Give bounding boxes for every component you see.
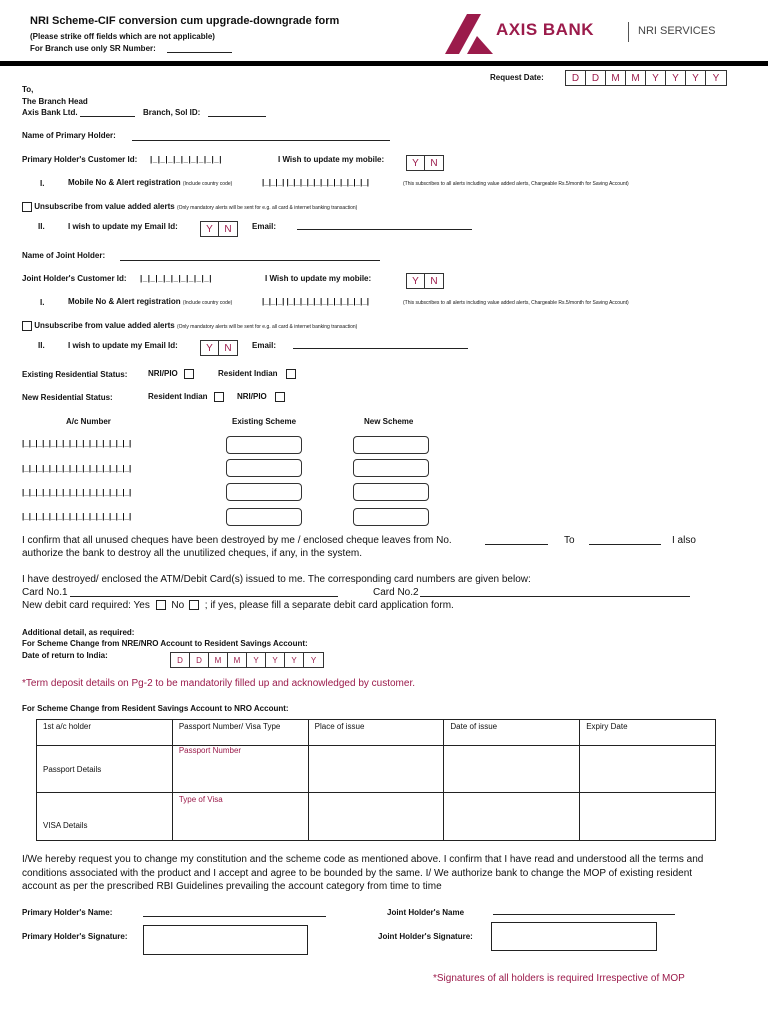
return-date-boxes[interactable]	[170, 652, 324, 668]
primary-email-yn[interactable]	[200, 221, 238, 237]
joint-update-mobile-label: I Wish to update my mobile:	[265, 274, 372, 283]
new-scheme-input[interactable]	[353, 459, 429, 477]
no-option[interactable]: N	[224, 224, 232, 235]
new-card-row	[22, 600, 454, 611]
passport-expiry-cell[interactable]	[580, 746, 716, 793]
declaration-text: I/We hereby request you to change my constitution and the scheme code as mentioned above. I confirm that I have read and understood all the terms and conditions associated with the product and I accept and agree to be bounded by the same. I/ We authorize bank to change the MOP of existing resident account as per the prescribed RBI Guidelines prevailing the account category from time to time	[22, 854, 704, 892]
date-box: Y	[686, 71, 706, 85]
address-bank: Axis Bank Ltd.	[22, 108, 78, 117]
table-row	[37, 746, 716, 793]
address-to: To,	[22, 85, 34, 94]
resident-label: Resident Indian	[148, 392, 208, 402]
passport-heading: For Scheme Change from Resident Savings Account to NRO Account:	[22, 704, 289, 713]
date-box: D	[566, 71, 586, 85]
bank-line	[80, 116, 135, 117]
card1-label: Card No.1	[22, 587, 68, 598]
date-box: Y	[247, 653, 266, 667]
form-title: NRI Scheme-CIF conversion cum upgrade-downgrade form	[30, 15, 340, 27]
unsub-label: Unsubscribe from value added alerts	[34, 202, 175, 212]
new-nri-checkbox[interactable]	[275, 392, 285, 402]
sol-id-line	[208, 116, 266, 117]
unsub-note: (Only mandatory alerts will be sent for e.g. all card & internet banking transaction)	[176, 205, 358, 212]
cards-text: I have destroyed/ enclosed the ATM/Debit Card(s) issued to me. The corresponding card numbers are given below:	[22, 574, 531, 585]
new-resident-checkbox[interactable]	[214, 392, 224, 402]
joint-mobile-charge-note: (This subscribes to all alerts including value added alerts, Chargeable Rs.5/month for Saving Account)	[403, 300, 629, 306]
joint-holder-name-label: Joint Holder's Name	[387, 908, 465, 917]
visa-date-cell[interactable]	[444, 793, 580, 841]
card2-label: Card No.2	[373, 587, 419, 598]
new-card-no-label: No	[171, 600, 185, 611]
sr-number-line	[167, 52, 232, 53]
visa-type-cell[interactable]: Type of Visa	[172, 793, 308, 841]
joint-email-yn[interactable]	[200, 340, 238, 356]
date-box: M	[209, 653, 228, 667]
cheque-also-label: I also	[672, 535, 696, 546]
passport-details-label: Passport Details	[37, 746, 173, 793]
col-existing-scheme: Existing Scheme	[232, 417, 297, 426]
address-head: The Branch Head	[22, 97, 88, 106]
header-cell: 1st a/c holder	[37, 720, 173, 746]
joint-name-field[interactable]	[120, 260, 380, 261]
primary-cust-id-label: Primary Holder's Customer Id:	[22, 155, 138, 164]
joint-unsub-row[interactable]	[22, 321, 357, 331]
existing-scheme-input[interactable]	[226, 508, 302, 526]
visa-place-cell[interactable]	[308, 793, 444, 841]
primary-email-field[interactable]	[297, 229, 472, 230]
joint-unsub-checkbox[interactable]	[22, 321, 32, 331]
cheques-text-2: authorize the bank to destroy all the unutilized cheques, if any, in the system.	[22, 548, 363, 559]
request-date-label: Request Date:	[490, 73, 544, 82]
joint-holder-name-field[interactable]	[493, 914, 675, 915]
visa-expiry-cell[interactable]	[580, 793, 716, 841]
no-option[interactable]: N	[224, 343, 232, 354]
mobile-country-note: (Include country code)	[182, 181, 233, 187]
primary-cust-id-field[interactable]: |_|_|_|_|_|_|_|_|_|	[150, 155, 222, 164]
ac-number-field[interactable]: |_|_|_|_|_|_|_|_|_|_|_|_|_|_|_|_|	[22, 464, 132, 473]
header-cell: Place of issue	[308, 720, 444, 746]
joint-email-update-label: I wish to update my Email Id:	[68, 341, 178, 350]
mobile-label-text: Mobile No & Alert registration	[68, 178, 181, 187]
new-status-nri[interactable]	[237, 392, 285, 402]
date-box: M	[228, 653, 247, 667]
existing-status-resident[interactable]	[218, 369, 296, 379]
joint-cust-id-label: Joint Holder's Customer Id:	[22, 274, 127, 283]
primary-email-label: Email:	[252, 222, 277, 231]
nri-services-label: NRI SERVICES	[638, 25, 716, 37]
card2-field[interactable]	[420, 596, 690, 597]
header-cell: Expiry Date	[580, 720, 716, 746]
primary-holder-name-field[interactable]	[143, 916, 326, 917]
existing-status-nri[interactable]	[148, 369, 194, 379]
mobile-label-text: Mobile No & Alert registration	[68, 297, 181, 306]
table-row	[37, 720, 716, 746]
axis-logo	[445, 14, 493, 56]
joint-email-num: II.	[38, 341, 45, 350]
new-card-no-checkbox[interactable]	[189, 600, 199, 610]
primary-unsub-row[interactable]	[22, 202, 357, 212]
existing-resident-checkbox[interactable]	[286, 369, 296, 379]
nre-to-resident-label: For Scheme Change from NRE/NRO Account to Resident Savings Account:	[22, 639, 308, 648]
date-box: Y	[310, 656, 317, 665]
joint-signature-box[interactable]	[491, 922, 657, 951]
passport-place-cell[interactable]	[308, 746, 444, 793]
joint-name-label: Name of Joint Holder:	[22, 251, 106, 260]
primary-update-mobile-label: I Wish to update my mobile:	[278, 155, 385, 164]
passport-number-cell[interactable]: Passport Number	[172, 746, 308, 793]
ac-number-field[interactable]: |_|_|_|_|_|_|_|_|_|_|_|_|_|_|_|_|	[22, 488, 132, 497]
joint-signature-label: Joint Holder's Signature:	[378, 932, 473, 941]
table-row	[37, 793, 716, 841]
date-box: Y	[646, 71, 666, 85]
existing-nri-checkbox[interactable]	[184, 369, 194, 379]
date-box: D	[171, 653, 190, 667]
new-status-resident[interactable]	[148, 392, 224, 402]
joint-mobile-label	[68, 297, 232, 306]
date-box: D	[586, 71, 606, 85]
primary-mobile-label	[68, 178, 232, 187]
cheque-to-label: To	[564, 535, 575, 546]
col-new-scheme: New Scheme	[364, 417, 414, 426]
return-date-label: Date of return to India:	[22, 651, 108, 660]
col-ac-number: A/c Number	[66, 417, 111, 426]
primary-mobile-yn[interactable]	[406, 155, 444, 171]
new-status-label: New Residential Status:	[22, 393, 113, 402]
ac-number-field[interactable]: |_|_|_|_|_|_|_|_|_|_|_|_|_|_|_|_|	[22, 512, 132, 521]
primary-name-label: Name of Primary Holder:	[22, 131, 116, 140]
card1-field[interactable]	[70, 596, 338, 597]
joint-cust-id-field[interactable]: |_|_|_|_|_|_|_|_|_|	[140, 274, 212, 283]
yes-option[interactable]: Y	[407, 156, 425, 170]
form-subtitle: (Please strike off fields which are not applicable)	[30, 32, 215, 41]
date-box: M	[606, 71, 626, 85]
existing-scheme-input[interactable]	[226, 459, 302, 477]
primary-signature-label: Primary Holder's Signature:	[22, 932, 128, 941]
primary-email-update-label: I wish to update my Email Id:	[68, 222, 178, 231]
date-box: Y	[712, 73, 720, 84]
joint-mobile-field[interactable]: |_|_|_| |_|_|_|_|_|_|_|_|_|_|_|_|	[262, 297, 370, 306]
primary-email-num: II.	[38, 222, 45, 231]
primary-mobile-num: I.	[40, 179, 45, 188]
axis-logo-icon	[445, 14, 493, 54]
yes-option[interactable]: Y	[407, 274, 425, 288]
unsub-note: (Only mandatory alerts will be sent for e.g. all card & internet banking transaction)	[176, 324, 358, 331]
new-scheme-input[interactable]	[353, 436, 429, 454]
new-card-yes-label: New debit card required: Yes	[22, 600, 150, 611]
joint-mobile-num: I.	[40, 298, 45, 307]
nri-label: NRI/PIO	[148, 369, 178, 379]
primary-holder-name-label: Primary Holder's Name:	[22, 908, 113, 917]
existing-status-label: Existing Residential Status:	[22, 370, 128, 379]
branch-use-label: For Branch use only SR Number:	[30, 44, 156, 53]
yes-option[interactable]: Y	[201, 222, 219, 236]
primary-unsub-checkbox[interactable]	[22, 202, 32, 212]
cheque-to-field[interactable]	[589, 544, 661, 545]
request-date-boxes[interactable]	[565, 70, 727, 86]
new-card-tail: ; if yes, please fill a separate debit card application form.	[204, 600, 454, 611]
existing-scheme-input[interactable]	[226, 436, 302, 454]
header-cell: Passport Number/ Visa Type	[172, 720, 308, 746]
joint-email-label: Email:	[252, 341, 277, 350]
signature-note: *Signatures of all holders is required Irrespective of MOP	[433, 973, 685, 984]
date-box: Y	[266, 653, 285, 667]
date-box: D	[190, 653, 209, 667]
joint-email-field[interactable]	[293, 348, 468, 349]
ac-number-field[interactable]: |_|_|_|_|_|_|_|_|_|_|_|_|_|_|_|_|	[22, 439, 132, 448]
primary-signature-box[interactable]	[143, 925, 308, 955]
primary-name-field[interactable]	[132, 140, 390, 141]
sol-id-label: Branch, Sol ID:	[143, 108, 201, 117]
no-option[interactable]: N	[430, 158, 438, 169]
mobile-country-note: (Include country code)	[182, 300, 233, 306]
no-option[interactable]: N	[430, 276, 438, 287]
additional-label: Additional detail, as required:	[22, 628, 135, 637]
date-box: Y	[666, 71, 686, 85]
existing-scheme-input[interactable]	[226, 483, 302, 501]
passport-date-cell[interactable]	[444, 746, 580, 793]
yes-option[interactable]: Y	[201, 341, 219, 355]
header-bar	[0, 61, 768, 66]
visa-details-label: VISA Details	[37, 793, 173, 841]
new-card-yes-checkbox[interactable]	[156, 600, 166, 610]
cheque-from-field[interactable]	[485, 544, 548, 545]
unsub-label: Unsubscribe from value added alerts	[34, 321, 175, 331]
new-scheme-input[interactable]	[353, 508, 429, 526]
cheques-text-1: I confirm that all unused cheques have been destroyed by me / enclosed cheque leaves from No.	[22, 535, 452, 546]
passport-table	[36, 719, 716, 841]
resident-label: Resident Indian	[218, 369, 278, 379]
primary-mobile-charge-note: (This subscribes to all alerts including value added alerts, Chargeable Rs.5/month for Saving Account)	[403, 181, 629, 187]
primary-mobile-field[interactable]: |_|_|_| |_|_|_|_|_|_|_|_|_|_|_|_|	[262, 178, 370, 187]
term-deposit-note: *Term deposit details on Pg-2 to be mandatorily filled up and acknowledged by customer.	[22, 678, 416, 689]
header-cell: Date of issue	[444, 720, 580, 746]
nri-label: NRI/PIO	[237, 392, 267, 402]
logo-text: AXIS BANK	[496, 20, 595, 39]
joint-mobile-yn[interactable]	[406, 273, 444, 289]
date-box: M	[626, 71, 646, 85]
date-box: Y	[285, 653, 304, 667]
logo-divider	[628, 22, 629, 42]
new-scheme-input[interactable]	[353, 483, 429, 501]
